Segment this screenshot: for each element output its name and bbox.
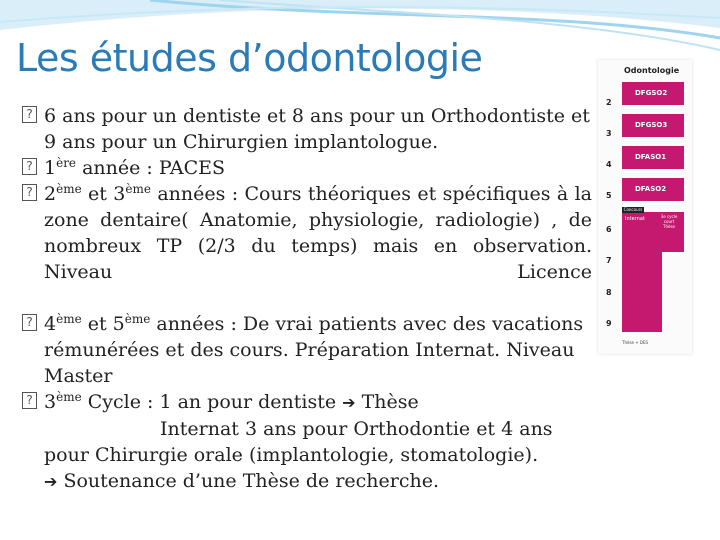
ordinal-suffix: ème	[125, 182, 151, 196]
item-text-2: Thèse	[355, 391, 419, 413]
item-text: année : PACES	[76, 157, 226, 179]
these-label: Thèse	[663, 224, 675, 229]
bullet-icon: ?	[22, 314, 37, 331]
soutenance-text: Soutenance d’une Thèse de recherche.	[57, 470, 440, 492]
arrow-right-icon: ➔	[44, 472, 58, 491]
ordinal-suffix: ème	[56, 312, 82, 326]
item-text: 6 ans pour un dentiste et 8 ans pour un Orthodontiste et 9 ans pour un Chirurgien implantologue.	[44, 105, 590, 153]
page-title: Les études d’odontologie	[16, 36, 483, 80]
bullet-icon: ?	[22, 392, 37, 409]
list-item	[22, 389, 592, 495]
item-number: 2	[44, 183, 57, 205]
item-number: 4	[44, 313, 57, 335]
list-item	[22, 155, 592, 181]
bullet-icon: ?	[22, 106, 37, 123]
ordinal-suffix: ème	[124, 312, 151, 326]
item-text: années : De vrai patients avec des vacations rémunérées et des cours. Préparation Internat. Niveau Master	[44, 313, 584, 387]
year-box: DFASO1	[622, 146, 684, 169]
row-number: 3	[606, 129, 612, 138]
row-number: 7	[606, 256, 612, 265]
internat-text: Internat 3 ans pour Orthodontie et 4 ans pour Chirurgie orale (implantologie, stomatologie).	[44, 418, 553, 466]
item-text: années : Cours théoriques et spécifiques à la zone dentaire( Anatomie, physiologie, radiologie) , de nombreux TP (2/3 du temps) mais en observation. Niveau Licence	[44, 183, 592, 283]
item-mid: et 5	[81, 313, 125, 335]
ordinal-suffix: ème	[56, 390, 82, 404]
bullet-icon: ?	[22, 158, 37, 175]
ordinal-suffix: ère	[56, 156, 77, 170]
row-number: 9	[606, 319, 612, 328]
arrow-right-icon: ➔	[342, 393, 356, 412]
list-item	[22, 181, 592, 311]
row-number: 5	[606, 191, 612, 200]
curriculum-diagram	[598, 60, 692, 354]
panel-title: Odontologie	[624, 66, 680, 75]
item-number: 1	[44, 157, 57, 179]
third-cycle-label: 3e cycle court	[660, 214, 678, 224]
concours-badge: Concours	[623, 207, 643, 212]
item-number: 3	[44, 391, 57, 413]
list-item	[22, 103, 592, 155]
item-line-2	[44, 416, 592, 468]
ordinal-suffix: ème	[56, 182, 82, 196]
year-box: DFASO2	[622, 178, 684, 201]
year-box: DFGSO2	[622, 82, 684, 105]
bullet-icon: ?	[22, 184, 37, 201]
row-number: 4	[606, 160, 612, 169]
list-item	[22, 311, 592, 389]
item-text: Cycle : 1 an pour dentiste	[81, 391, 343, 413]
item-line-3	[44, 468, 592, 495]
row-number: 8	[606, 288, 612, 297]
internat-label: Internat	[625, 216, 645, 222]
third-cycle-column	[654, 212, 684, 252]
item-mid: et 3	[81, 183, 126, 205]
row-number: 6	[606, 225, 612, 234]
year-box: DFGSO3	[622, 114, 684, 137]
panel-footer: Thèse + DES	[622, 340, 649, 345]
row-number: 2	[606, 98, 612, 107]
bullet-list	[22, 103, 592, 495]
